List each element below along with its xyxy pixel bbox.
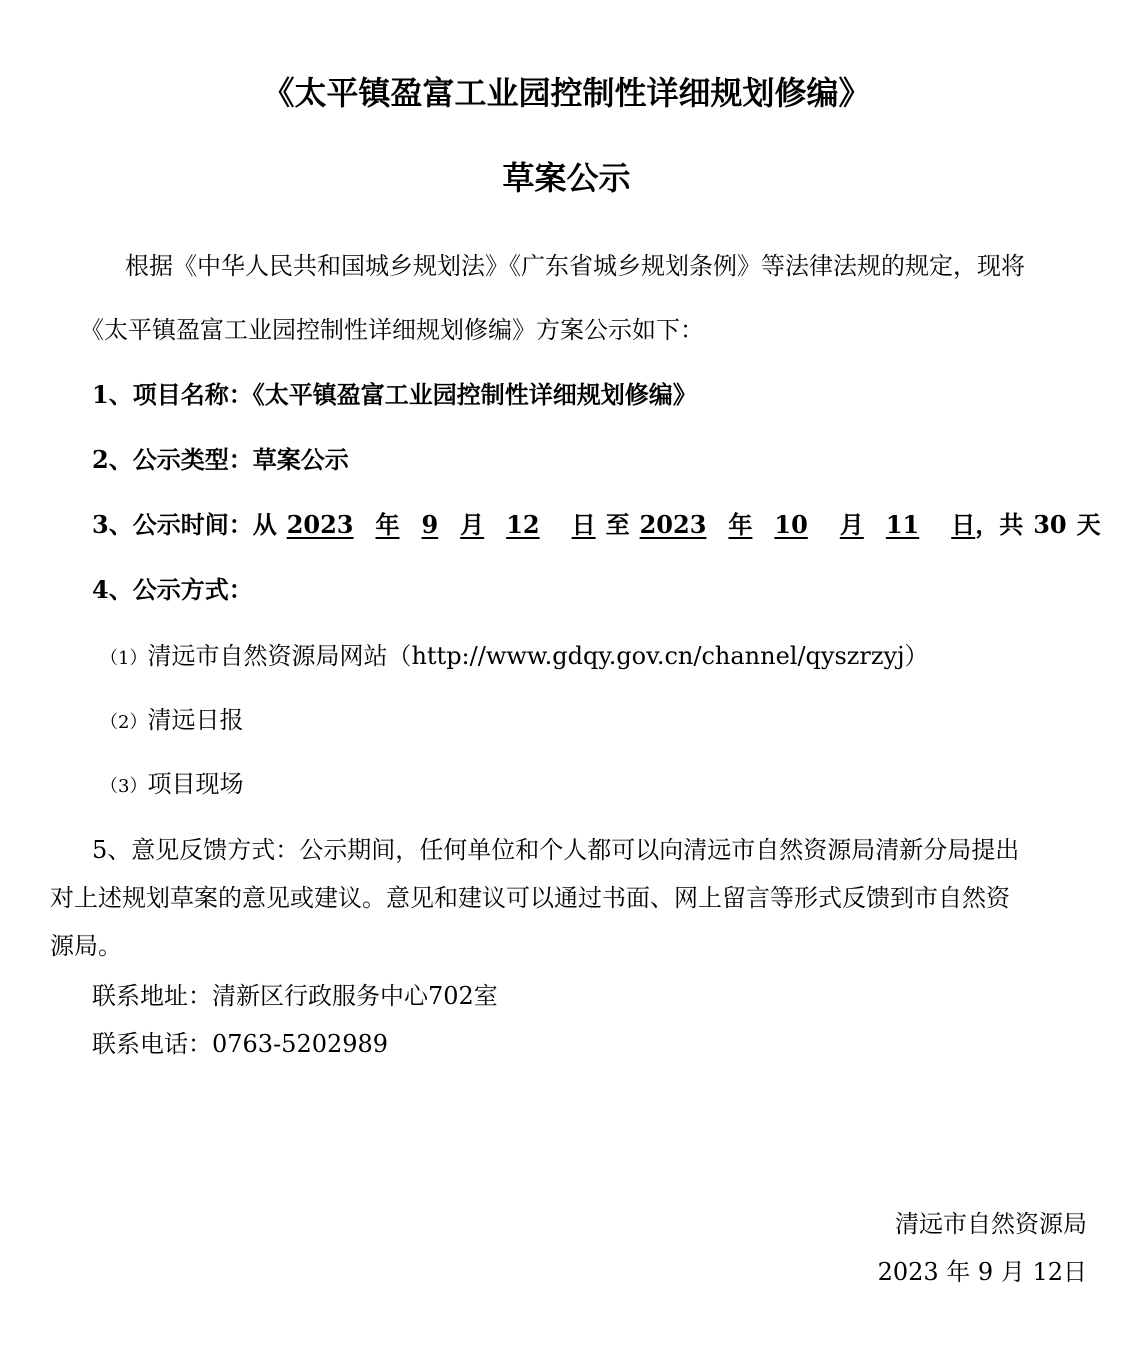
end-year: 2023 bbox=[639, 510, 707, 539]
method-item-text: 清远日报 bbox=[147, 706, 244, 734]
feedback-line-3: 源局。 bbox=[50, 932, 122, 960]
end-date bbox=[640, 510, 976, 539]
item-project-name bbox=[92, 380, 697, 410]
method-item-number: （1） bbox=[100, 648, 148, 669]
method-item-number: （3） bbox=[100, 776, 148, 797]
project-name-label: 1、项目名称： bbox=[92, 380, 253, 409]
project-name-value: 《太平镇盈富工业园控制性详细规划修编》 bbox=[252, 380, 697, 409]
intro-line-1: 根据《中华人民共和国城乡规划法》《广东省城乡规划条例》等法律法规的规定，现将 bbox=[125, 252, 1025, 280]
time-total-prefix: ，共 bbox=[975, 510, 1024, 539]
end-day: 11 bbox=[885, 510, 920, 539]
feedback-line-1: 5、意见反馈方式：公示期间，任何单位和个人都可以向清远市自然资源局清新分局提出 bbox=[92, 836, 1020, 864]
method-item-number: （2） bbox=[100, 712, 148, 733]
intro-line-2: 《太平镇盈富工业园控制性详细规划修编》方案公示如下： bbox=[80, 316, 704, 344]
end-year-unit: 年 bbox=[728, 510, 753, 539]
start-date bbox=[287, 510, 596, 539]
notice-type-label: 2、公示类型： bbox=[92, 445, 253, 474]
method-item-text: 清远市自然资源局网站（http://www.gdqy.gov.cn/channel/qyszrzyj） bbox=[147, 642, 929, 670]
start-year: 2023 bbox=[286, 510, 354, 539]
end-day-unit: 日 bbox=[951, 510, 976, 539]
time-to: 至 bbox=[605, 510, 630, 539]
document-subtitle: 草案公示 bbox=[502, 159, 631, 197]
notice-type-value: 草案公示 bbox=[252, 445, 349, 474]
time-total-unit: 天 bbox=[1076, 510, 1101, 539]
contact-phone: 联系电话：0763-5202989 bbox=[92, 1030, 389, 1058]
start-month: 9 bbox=[421, 510, 439, 539]
document-title: 《太平镇盈富工业园控制性详细规划修编》 bbox=[262, 74, 871, 112]
method-item-website bbox=[100, 641, 929, 674]
end-month: 10 bbox=[774, 510, 808, 539]
signature-org: 清远市自然资源局 bbox=[895, 1210, 1087, 1238]
start-day-unit: 日 bbox=[571, 510, 596, 539]
time-total-days: 30 bbox=[1033, 510, 1067, 539]
contact-address: 联系地址：清新区行政服务中心702室 bbox=[92, 982, 498, 1010]
notice-time-label: 3、公示时间：从 bbox=[92, 510, 277, 539]
method-item-text: 项目现场 bbox=[147, 770, 244, 798]
end-month-unit: 月 bbox=[839, 510, 864, 539]
start-month-unit: 月 bbox=[460, 510, 485, 539]
start-year-unit: 年 bbox=[375, 510, 400, 539]
method-item-newspaper bbox=[100, 705, 243, 738]
item-notice-type bbox=[92, 445, 349, 475]
item-notice-method: 4、公示方式： bbox=[92, 575, 253, 604]
item-notice-time bbox=[92, 510, 1101, 540]
signature-date: 2023 年 9 月 12日 bbox=[877, 1258, 1087, 1286]
feedback-line-2: 对上述规划草案的意见或建议。意见和建议可以通过书面、网上留言等形式反馈到市自然资 bbox=[50, 884, 1010, 912]
start-day: 12 bbox=[506, 510, 540, 539]
method-item-site bbox=[100, 769, 243, 802]
